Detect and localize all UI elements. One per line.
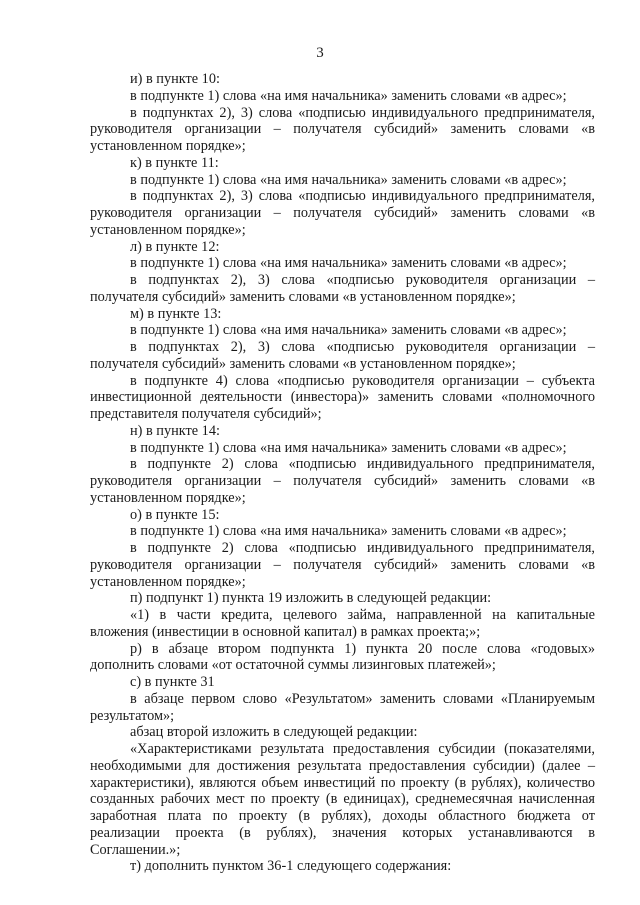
paragraph: к) в пункте 11:	[130, 154, 219, 171]
paragraph: в подпункте 1) слова «на имя начальника» заменить словами «в адрес»;	[130, 87, 567, 104]
paragraph: л) в пункте 12:	[130, 238, 220, 255]
paragraph: о) в пункте 15:	[130, 506, 220, 523]
paragraph: в подпунктах 2), 3) слова «подписью индивидуального предпринимателя, руководителя организации – получателя субсидий» заменить словами «в установленном порядке»;	[90, 188, 595, 238]
document-body	[90, 71, 595, 875]
paragraph: в подпунктах 2), 3) слова «подписью руководителя организации – получателя субсидий» заменить словами «в установленном порядке»;	[90, 272, 595, 305]
paragraph: в подпункте 1) слова «на имя начальника» заменить словами «в адрес»;	[130, 523, 567, 540]
page-number: 3	[316, 45, 324, 61]
paragraph: и) в пункте 10:	[130, 71, 220, 87]
paragraph: н) в пункте 14:	[130, 422, 220, 439]
paragraph: «1) в части кредита, целевого займа, направленной на капитальные вложения (инвестиции в основной капитал) в рамках проекта;»;	[90, 607, 595, 640]
paragraph: в подпунктах 2), 3) слова «подписью индивидуального предпринимателя, руководителя организации – получателя субсидий» заменить словами «в установленном порядке»;	[90, 104, 595, 154]
paragraph: п) подпункт 1) пункта 19 изложить в следующей редакции:	[130, 590, 492, 607]
paragraph: т) дополнить пунктом 36-1 следующего содержания:	[130, 858, 452, 875]
paragraph: в подпункте 1) слова «на имя начальника» заменить словами «в адрес»;	[130, 439, 567, 456]
paragraph: в подпункте 2) слова «подписью индивидуального предпринимателя, руководителя организации – получателя субсидий» заменить словами «в установленном порядке»;	[90, 456, 595, 506]
paragraph: «Характеристиками результата предоставления субсидии (показателями, необходимыми для достижения результата предоставления субсидии) (далее – характеристики), являются объем инвестиций по проекту (в рублях), количество созданных рабочих мест по проекту (в единицах), среднемесячная начисленная заработная плата по проекту (в рублях), доходы областного бюджета от реализации проекта (в рублях), значения которых устанавливаются в Соглашении.»;	[90, 741, 595, 858]
paragraph: в подпункте 1) слова «на имя начальника» заменить словами «в адрес»;	[130, 322, 567, 339]
paragraph: р) в абзаце втором подпункта 1) пункта 20 после слова «годовых» дополнить словами «от остаточной суммы лизинговых платежей»;	[90, 640, 595, 674]
paragraph: в подпункте 1) слова «на имя начальника» заменить словами «в адрес»;	[130, 171, 567, 188]
paragraph: с) в пункте 31	[130, 674, 215, 690]
paragraph: м) в пункте 13:	[130, 305, 222, 322]
paragraph: абзац второй изложить в следующей редакции:	[130, 724, 418, 741]
paragraph: в абзаце первом слово «Результатом» заменить словами «Планируемым результатом»;	[90, 690, 595, 724]
paragraph: в подпункте 1) слова «на имя начальника» заменить словами «в адрес»;	[130, 255, 567, 272]
paragraph: в подпунктах 2), 3) слова «подписью руководителя организации – получателя субсидий» заменить словами «в установленном порядке»;	[90, 339, 595, 372]
paragraph: в подпункте 4) слова «подписью руководителя организации – субъекта инвестиционной деятельности (инвестора)» заменить словами «полномочного представителя получателя субсидий»;	[90, 372, 595, 422]
paragraph: в подпункте 2) слова «подписью индивидуального предпринимателя, руководителя организации – получателя субсидий» заменить словами «в установленном порядке»;	[90, 540, 595, 590]
